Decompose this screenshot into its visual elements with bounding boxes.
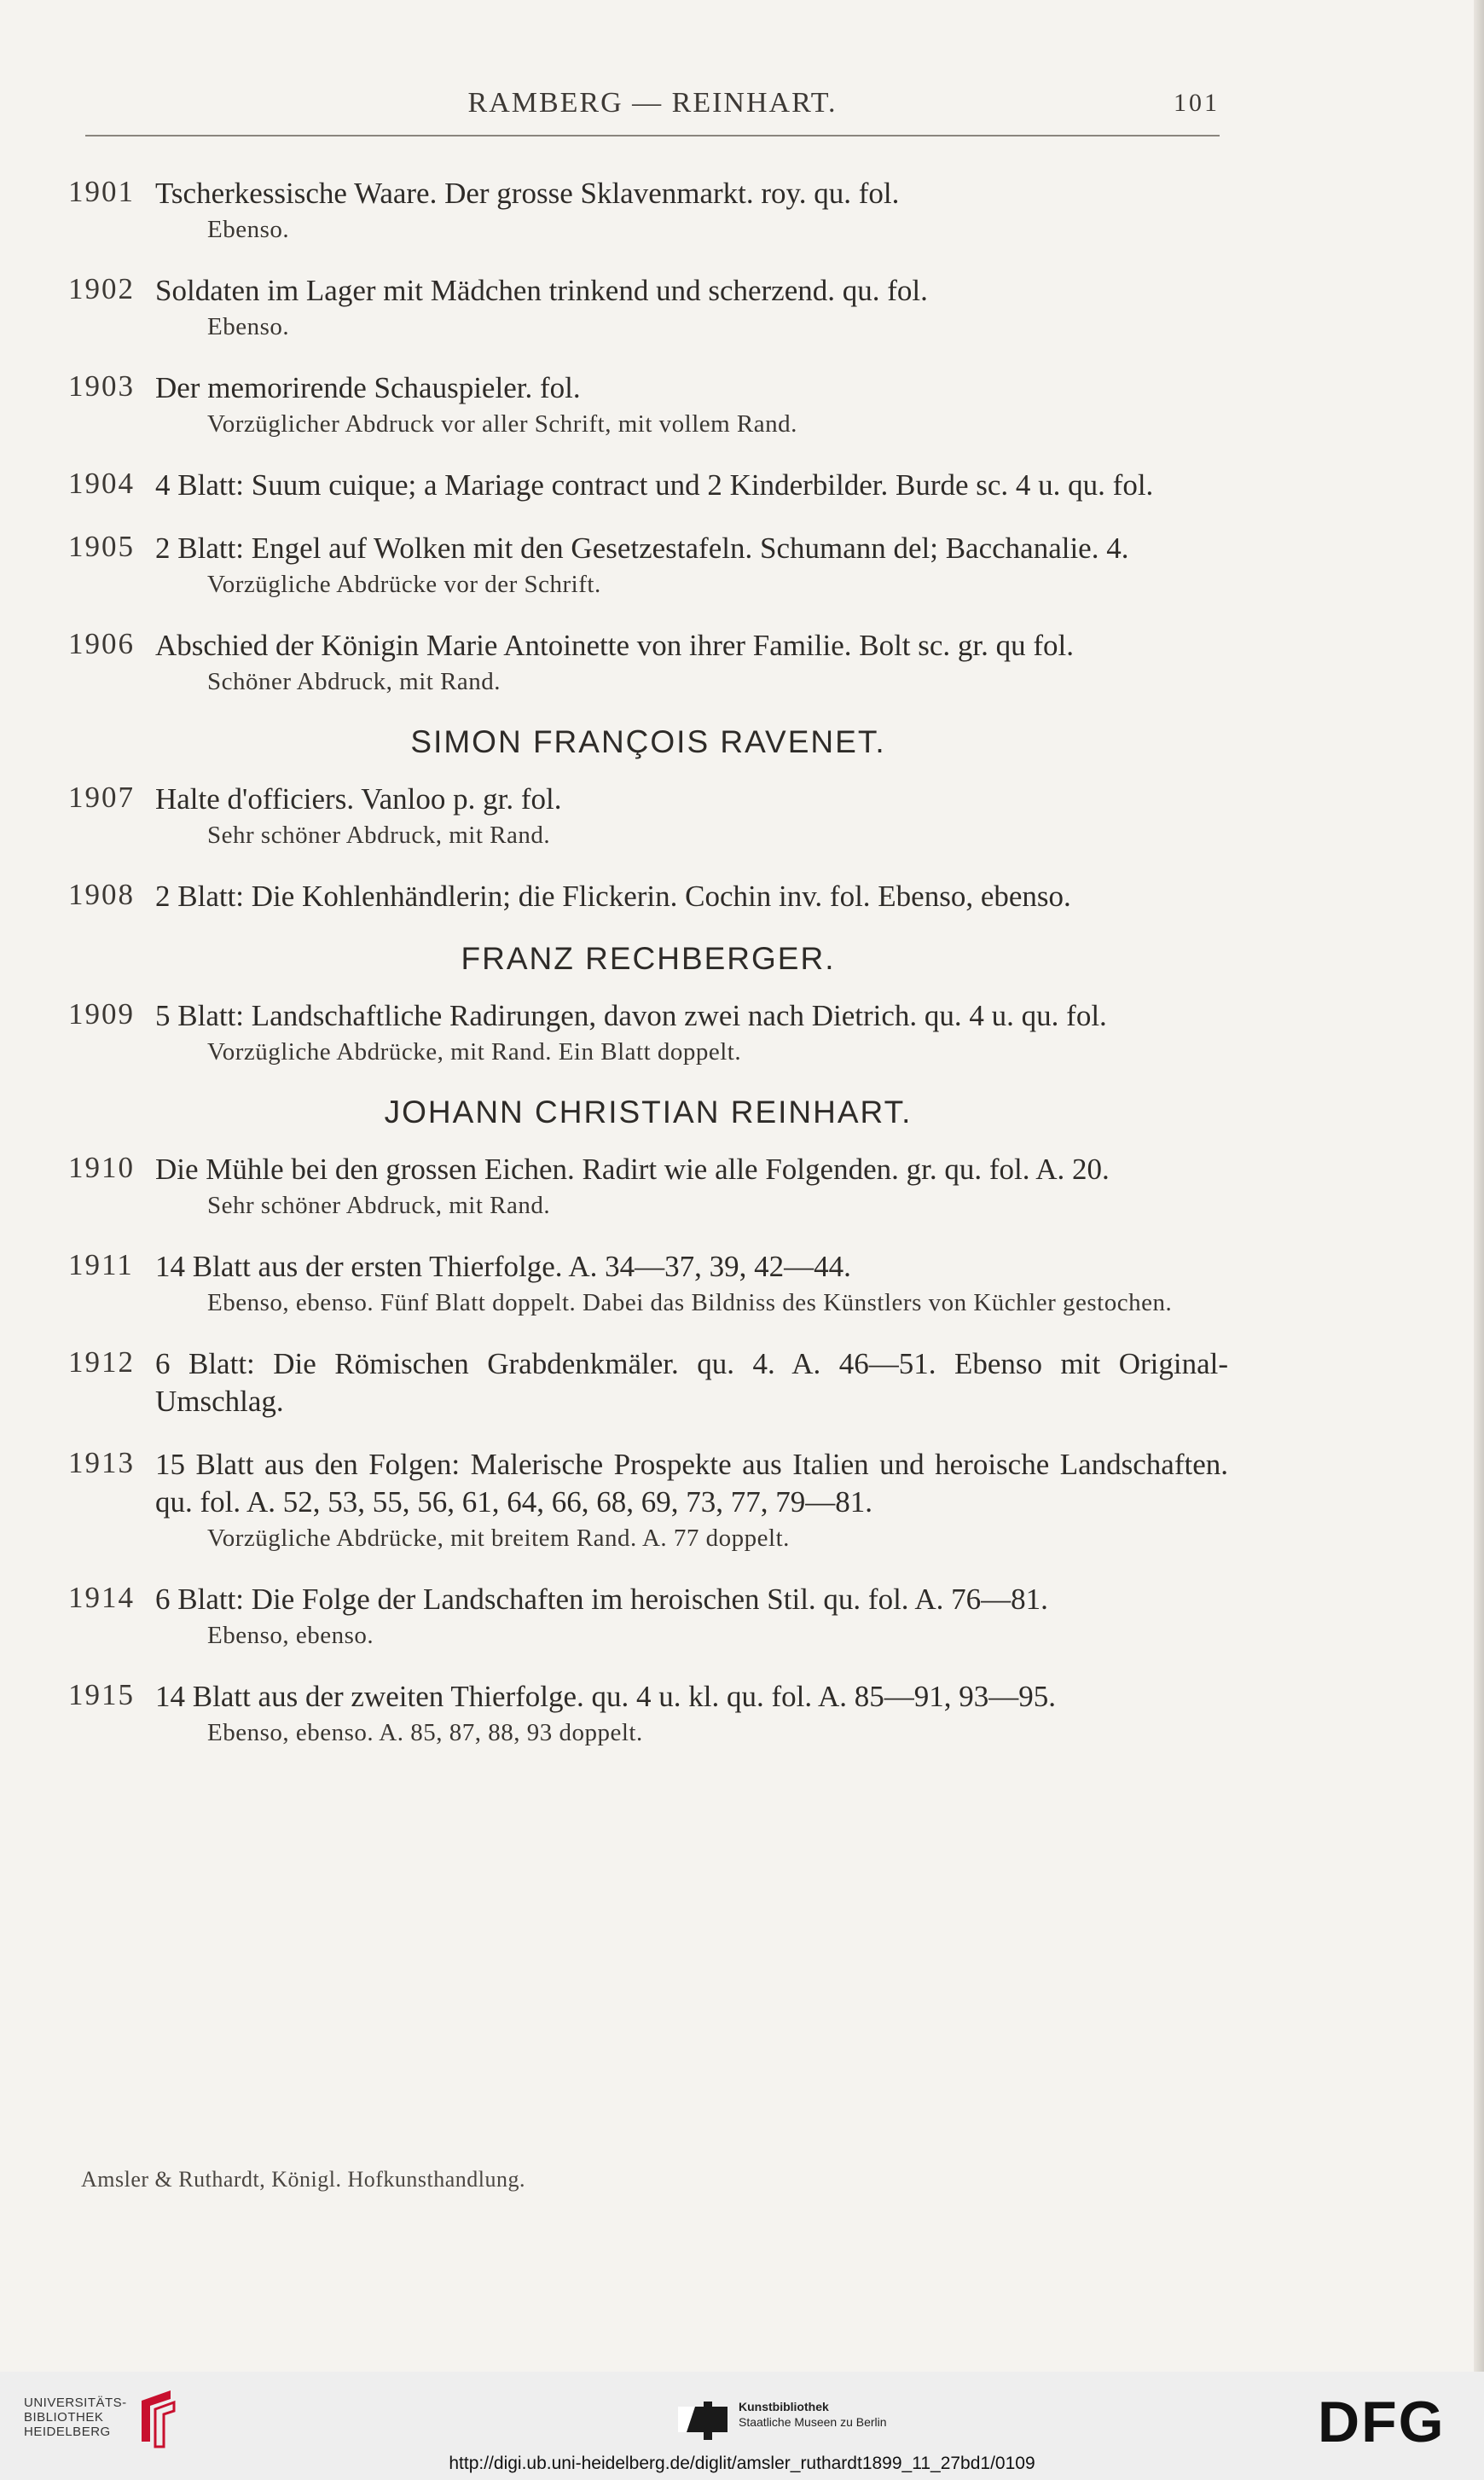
catalogue-entry [68, 369, 1228, 441]
entry-description: 2 Blatt: Engel auf Wolken mit den Gesetzestafeln. Schumann del; Bacchanalie. 4. [155, 531, 1129, 565]
entry-description: Halte d'officiers. Vanloo p. gr. fol. [155, 782, 562, 816]
catalogue-entry [68, 1248, 1228, 1320]
university-library-name [24, 2396, 127, 2439]
entry-condition-note: Sehr schöner Abdruck, mit Rand. [207, 822, 551, 849]
uni-line-3: HEIDELBERG [24, 2425, 111, 2439]
entry-condition-note: Ebenso. [207, 313, 290, 340]
catalogue-entry [68, 272, 1228, 344]
catalogue-entry [68, 1678, 1228, 1750]
entry-number: 1911 [68, 1248, 134, 1281]
artist-heading: FRANZ RECHBERGER. [461, 941, 836, 976]
entry-number: 1908 [68, 878, 135, 911]
artist-heading: JOHANN CHRISTIAN REINHART. [384, 1095, 913, 1130]
entry-number: 1904 [68, 467, 135, 500]
entry-description: 14 Blatt aus der ersten Thierfolge. A. 34—37, 39, 42—44. [155, 1250, 851, 1283]
entry-condition-note: Vorzüglicher Abdruck vor aller Schrift, mit vollem Rand. [207, 410, 797, 438]
entry-number: 1909 [68, 997, 135, 1031]
kb-title: Kunstbibliothek [739, 2400, 829, 2413]
entry-condition-note: Schöner Abdruck, mit Rand. [207, 668, 501, 695]
entry-number: 1915 [68, 1678, 135, 1711]
entry-number: 1905 [68, 530, 135, 563]
uni-line-1: UNIVERSITÄTS- [24, 2396, 127, 2410]
entry-description: 4 Blatt: Suum cuique; a Mariage contract und 2 Kinderbilder. Burde sc. 4 u. qu. fol. [155, 468, 1154, 502]
entry-number: 1912 [68, 1345, 135, 1379]
page-number: 101 [1174, 89, 1220, 117]
kb-subtitle: Staatliche Museen zu Berlin [739, 2415, 887, 2429]
permalink-url[interactable]: http://digi.ub.uni-heidelberg.de/diglit/amsler_ruthardt1899_11_27bd1/0109 [449, 2454, 1035, 2473]
kunstbibliothek-label [739, 2399, 887, 2430]
catalogue-entry [68, 1581, 1228, 1652]
entry-description: Der memorirende Schauspieler. fol. [155, 371, 581, 404]
entry-description: 2 Blatt: Die Kohlenhändlerin; die Flickerin. Cochin inv. fol. Ebenso, ebenso. [155, 880, 1071, 913]
kunstbibliothek-logo-icon [678, 2402, 728, 2440]
entry-description: Die Mühle bei den grossen Eichen. Radirt wie alle Folgenden. gr. qu. fol. A. 20. [155, 1153, 1110, 1186]
catalogue-entry [68, 627, 1228, 699]
entry-number: 1913 [68, 1446, 135, 1479]
entry-number: 1901 [68, 175, 135, 208]
entry-number: 1902 [68, 272, 135, 305]
entry-condition-note: Vorzügliche Abdrücke vor der Schrift. [207, 571, 601, 598]
catalogue-entry [68, 878, 1228, 915]
entry-description: Soldaten im Lager mit Mädchen trinkend und scherzend. qu. fol. [155, 274, 928, 307]
catalogue-entry [68, 467, 1228, 504]
catalogue-entry [68, 1345, 1228, 1420]
dfg-logo: DFG [1318, 2390, 1446, 2454]
entry-number: 1903 [68, 369, 135, 403]
catalogue-entry [68, 997, 1228, 1069]
catalogue-entry [68, 1151, 1228, 1223]
entry-condition-note: Ebenso, ebenso. A. 85, 87, 88, 93 doppelt. [207, 1719, 643, 1746]
entry-condition-note: Sehr schöner Abdruck, mit Rand. [207, 1192, 551, 1219]
entry-number: 1907 [68, 781, 135, 814]
catalogue-entry [68, 1446, 1228, 1555]
entry-number: 1906 [68, 627, 135, 660]
catalogue-entry [68, 781, 1228, 852]
header-title: RAMBERG — REINHART. [467, 87, 838, 119]
publisher-imprint: Amsler & Ruthardt, Königl. Hofkunsthandlung. [81, 2167, 526, 2192]
university-logo-icon [136, 2389, 179, 2448]
running-header [85, 84, 1220, 136]
entry-description: 6 Blatt: Die Folge der Landschaften im heroischen Stil. qu. fol. A. 76—81. [155, 1583, 1048, 1616]
entry-condition-note: Ebenso, ebenso. [207, 1622, 374, 1649]
entry-number: 1914 [68, 1581, 135, 1614]
page-edge-shadow [1474, 0, 1484, 2372]
entry-condition-note: Ebenso. [207, 216, 290, 243]
entry-condition-note: Vorzügliche Abdrücke, mit breitem Rand. A. 77 doppelt. [207, 1525, 790, 1552]
entry-condition-note: Ebenso, ebenso. Fünf Blatt doppelt. Dabei das Bildniss des Künstlers von Küchler gestochen. [207, 1289, 1173, 1316]
entry-description: Abschied der Königin Marie Antoinette von ihrer Familie. Bolt sc. gr. qu fol. [155, 629, 1075, 662]
catalogue-entry [68, 530, 1228, 601]
catalogue-entry [68, 175, 1228, 247]
entry-condition-note: Vorzügliche Abdrücke, mit Rand. Ein Blatt doppelt. [207, 1038, 742, 1066]
catalogue-entries [68, 175, 1228, 1775]
uni-line-2: BIBLIOTHEK [24, 2410, 104, 2425]
entry-description: 6 Blatt: Die Römischen Grabdenkmäler. qu. 4. A. 46—51. Ebenso mit Original-Umschlag. [155, 1347, 1228, 1418]
entry-description: 15 Blatt aus den Folgen: Malerische Prospekte aus Italien und heroische Landschaften. qu. fol. A. 52, 53, 55, 56, 61, 64, 66, 68, 69, 73, 77, 79—81. [155, 1448, 1228, 1519]
entry-description: Tscherkessische Waare. Der grosse Sklavenmarkt. roy. qu. fol. [155, 177, 900, 210]
entry-number: 1910 [68, 1151, 135, 1184]
entry-description: 14 Blatt aus der zweiten Thierfolge. qu. 4 u. kl. qu. fol. A. 85—91, 93—95. [155, 1680, 1056, 1713]
artist-heading: SIMON FRANÇOIS RAVENET. [410, 724, 886, 759]
entry-description: 5 Blatt: Landschaftliche Radirungen, davon zwei nach Dietrich. qu. 4 u. qu. fol. [155, 999, 1107, 1032]
